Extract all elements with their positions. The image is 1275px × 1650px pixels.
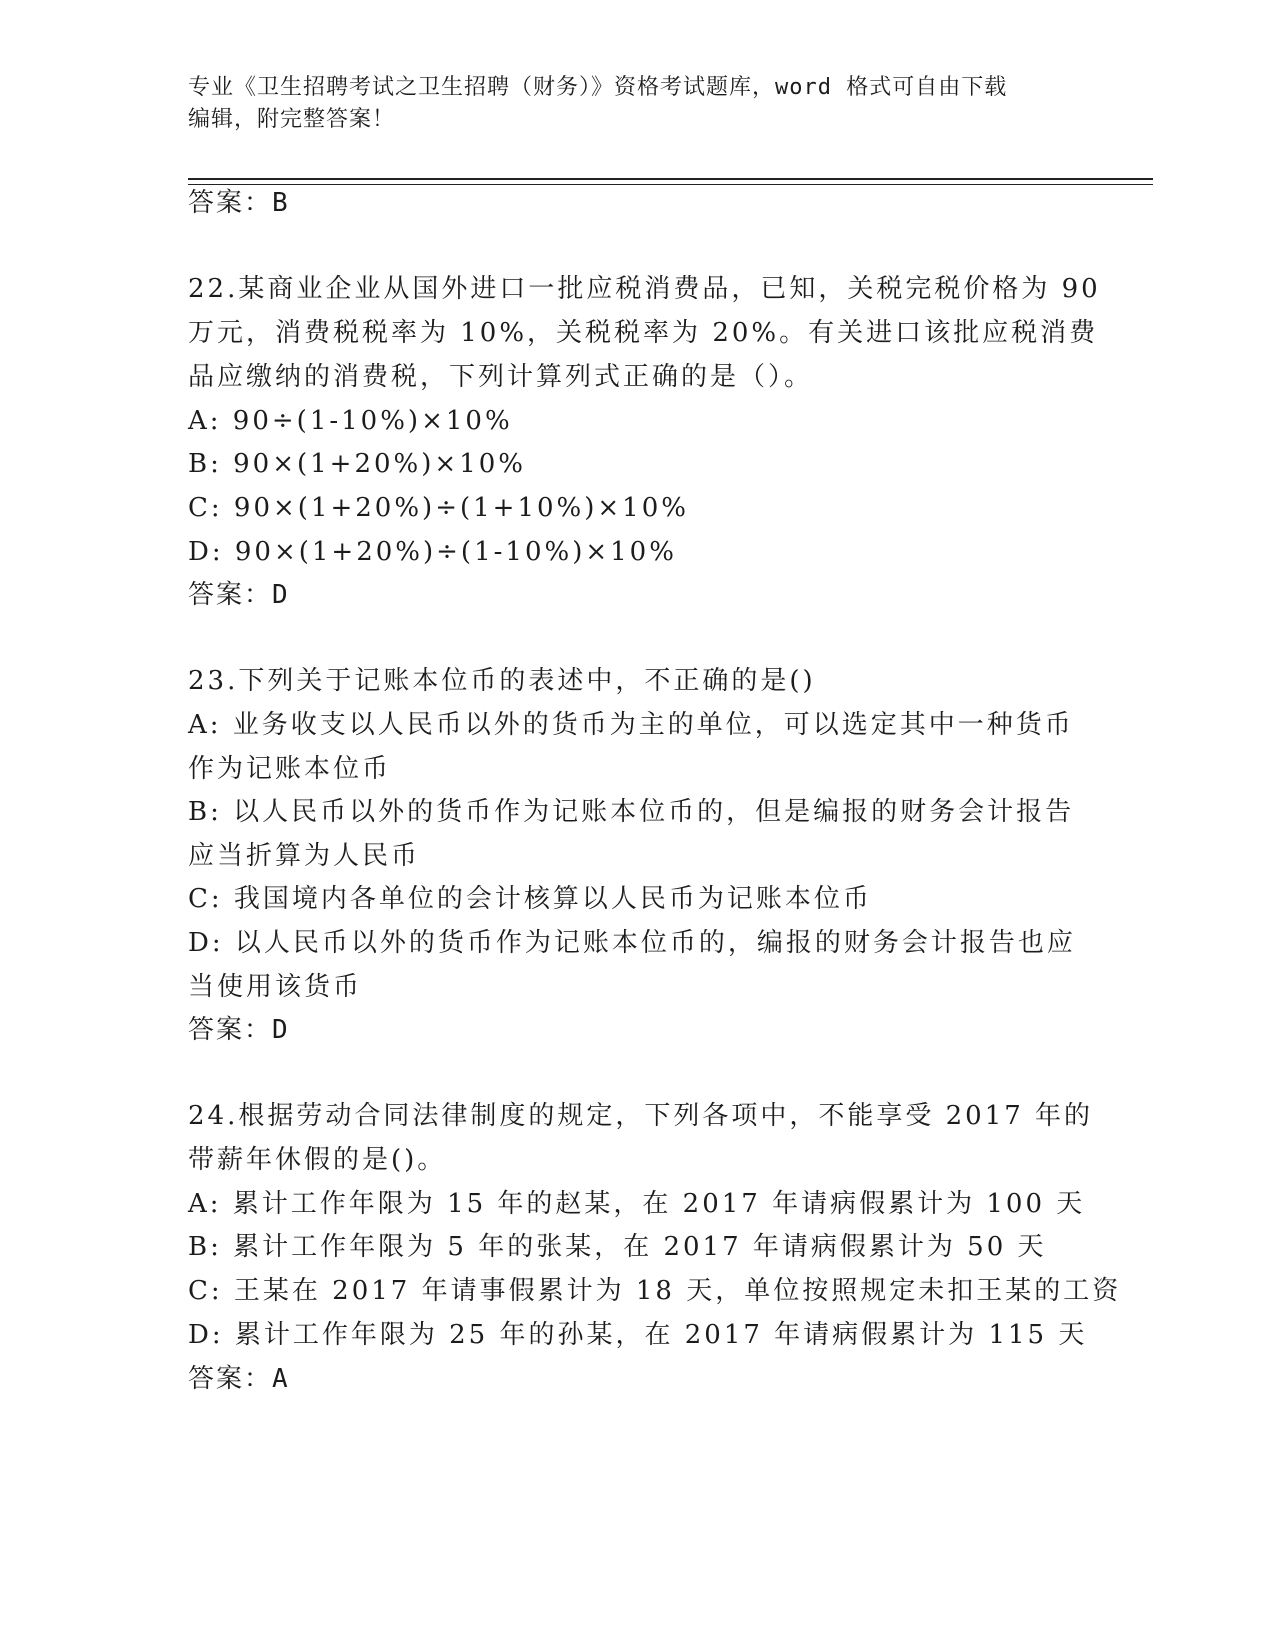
q24-stem-line-2: 带薪年休假的是()。: [188, 1145, 447, 1175]
q23-option-b-line-1: B: 以人民币以外的货币作为记账本位币的，但是编报的财务会计报告: [188, 797, 1075, 827]
q23-option-d-line-2: 当使用该货币: [188, 972, 363, 1002]
q23-option-a-line-1: A: 业务收支以人民币以外的货币为主的单位，可以选定其中一种货币: [188, 710, 1074, 740]
header-divider-thick: [188, 178, 1153, 180]
q24-option-a: A: 累计工作年限为 15 年的赵某，在 2017 年请病假累计为 100 天: [188, 1189, 1086, 1219]
header-line-2: 编辑，附完整答案！: [188, 107, 396, 132]
q24-option-c: C: 王某在 2017 年请事假累计为 18 天，单位按照规定未扣王某的工资: [188, 1276, 1122, 1306]
q23-option-a-line-2: 作为记账本位币: [188, 754, 392, 784]
q24-option-b: B: 累计工作年限为 5 年的张某，在 2017 年请病假累计为 50 天: [188, 1232, 1047, 1262]
q22-option-a: A: 90÷(1-10%)×10%: [188, 406, 513, 436]
q22-option-c: C: 90×(1+20%)÷(1+10%)×10%: [188, 493, 689, 523]
q22-option-d: D: 90×(1+20%)÷(1-10%)×10%: [188, 537, 677, 567]
q22-stem-line-1: 22.某商业企业从国外进口一批应税消费品，已知，关税完税价格为 90: [188, 274, 1101, 304]
q22-answer: 答案：D: [188, 580, 290, 610]
q24-stem-line-1: 24.根据劳动合同法律制度的规定，下列各项中，不能享受 2017 年的: [188, 1101, 1094, 1131]
q24-option-d: D: 累计工作年限为 25 年的孙某，在 2017 年请病假累计为 115 天: [188, 1320, 1088, 1350]
q22-stem-line-2: 万元，消费税税率为 10%，关税税率为 20%。有关进口该批应税消费: [188, 318, 1099, 348]
q23-option-c: C: 我国境内各单位的会计核算以人民币为记账本位币: [188, 884, 872, 914]
q22-option-b: B: 90×(1+20%)×10%: [188, 449, 526, 479]
q22-stem-line-3: 品应缴纳的消费税，下列计算列式正确的是（）。: [188, 362, 814, 392]
q23-answer: 答案：D: [188, 1015, 290, 1045]
header-divider-thin: [188, 184, 1153, 185]
q23-option-b-line-2: 应当折算为人民币: [188, 841, 421, 871]
header-line-1: 专业《卫生招聘考试之卫生招聘（财务）》资格考试题库，word 格式可自由下载: [188, 75, 1008, 100]
document-header: [188, 72, 1088, 136]
q23-stem-line-1: 23.下列关于记账本位币的表述中，不正确的是(): [188, 666, 816, 696]
answer-prev: 答案：B: [188, 188, 290, 218]
q23-option-d-line-1: D: 以人民币以外的货币作为记账本位币的，编报的财务会计报告也应: [188, 928, 1076, 958]
q24-answer: 答案：A: [188, 1364, 290, 1394]
